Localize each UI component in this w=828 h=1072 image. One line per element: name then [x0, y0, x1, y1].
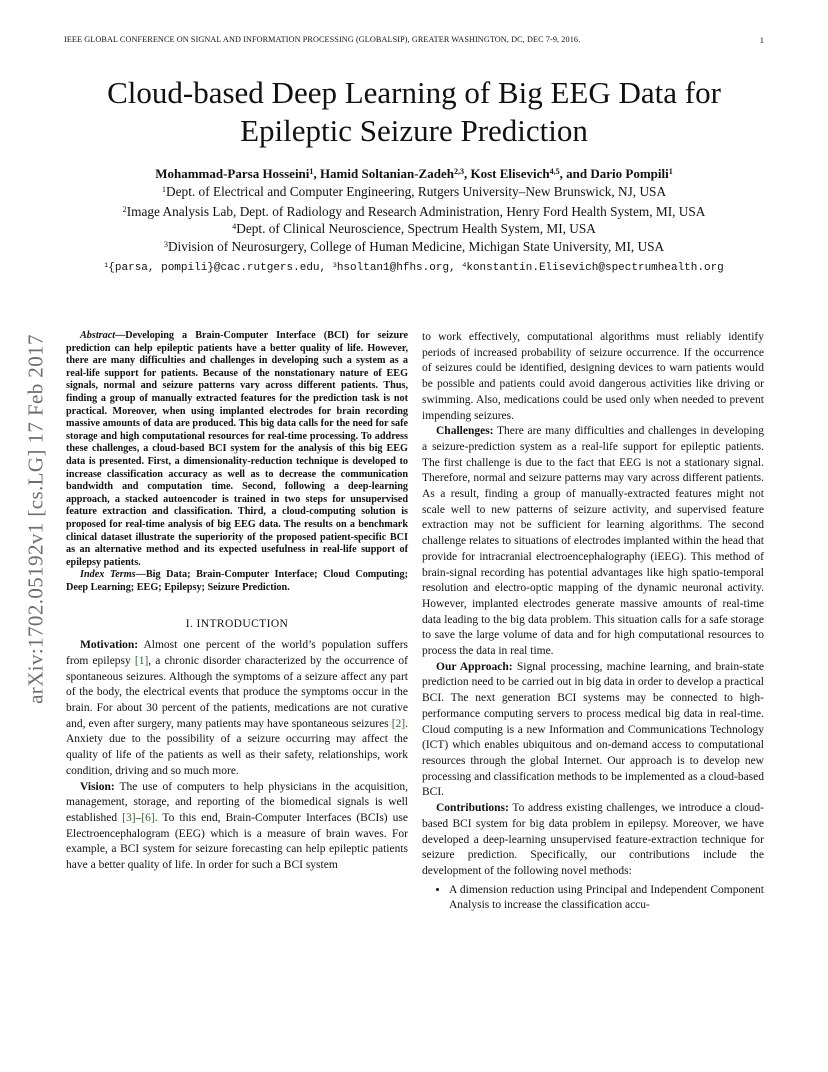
affiliation-sup: 3 — [163, 239, 168, 249]
author-list — [64, 166, 764, 182]
affiliation-text: Dept. of Clinical Neuroscience, Spectrum Health System, MI, USA — [236, 221, 596, 236]
affiliation — [64, 184, 764, 200]
index-terms — [66, 569, 408, 594]
affiliation-text: Dept. of Electrical and Computer Engineering, Rutgers University–New Brunswick, NJ, USA — [166, 184, 667, 199]
paragraph-text: . To this end, Brain-Computer Interfaces (BCIs) use Electroencephalogram (EEG) which is a measure of brain waves. For example, a BCI system for seizure forecasting can help epileptic patients have a better quality of life. In order for such a BCI system — [66, 811, 408, 872]
author-sep: , and — [559, 166, 591, 181]
approach-paragraph — [422, 660, 764, 801]
contributions-paragraph — [422, 801, 764, 880]
title-line-1: Cloud-based Deep Learning of Big EEG Data for — [107, 75, 721, 110]
vision-label: Vision: — [80, 780, 115, 793]
paragraph-text: Signal processing, machine learning, and brain-state prediction need to be carried out in big data in order to develop a practical BCI. The next generation BCI systems may be connected to high-performance computing servers to process medical big data in real-time. Cloud computing is a new Information and Communications Technology (ICT) which enables ubiquitous and on-demand access to computational resources through the global Internet. Our approach is to develop new processing and classification methods to be implemented as a cloud-based BCI. — [422, 660, 764, 799]
left-column — [66, 330, 408, 874]
affiliation-sup: 2 — [122, 204, 127, 214]
contributions-label: Contributions: — [436, 802, 509, 815]
author-sup: 4,5 — [549, 166, 560, 176]
author-sup: 2,3 — [453, 166, 465, 176]
affiliation-sup: 1 — [161, 184, 167, 194]
paragraph-text: The use of computers to help physicians in the acquisition, management, storage, and reporting of the biomedical signals is well established — [66, 780, 408, 824]
vision-paragraph — [66, 780, 408, 874]
citation-link[interactable]: [3] — [122, 811, 136, 824]
paragraph-text: . Anxiety due to the possibility of a seizure occurring may affect the quality of life of the patients as well as their safety, relationships, work condition, driving and so much more. — [66, 717, 408, 777]
abstract — [66, 330, 408, 569]
author-sup: 1 — [309, 166, 314, 176]
conference-header: IEEE GLOBAL CONFERENCE ON SIGNAL AND INFORMATION PROCESSING (GLOBALSIP), GREATER WASHINGTON, DC, DEC 7-9, 2016. — [64, 35, 581, 44]
abstract-label: Abstract — [80, 330, 116, 341]
index-terms-text: —Big Data; Brain-Computer Interface; Cloud Computing; Deep Learning; EEG; Epilepsy; Seizure Prediction. — [66, 569, 408, 593]
challenges-paragraph — [422, 424, 764, 660]
affiliation-sup: 4 — [232, 221, 237, 231]
affiliation — [64, 204, 764, 220]
author-name: Hamid Soltanian-Zadeh — [319, 166, 454, 181]
citation-link[interactable]: [2] — [391, 717, 406, 730]
email-sup: 4 — [462, 261, 467, 270]
paragraph-text: There are many difficulties and challenges in developing a seizure-prediction system as a real-life support for epileptic patients. The first challenge is due to the fact that EEG is not a stationary signal. Therefore, normal and seizure patterns may vary across different patients. As a result, finding a group of manually-extracted features might not scale well to new patterns of seizure activity, and supervised feature extraction may not be sufficient for learning algorithms. The second challenge relates to situations of electrodes implanted within the head that provide for intracranial electroencephalography (iEEG). This method of brain-signal recording has potential advantages like high spatio-temporal resolution and electro-optic mapping of the dynamic neuronal activity. However, implanted electrodes generate massive amounts of real-time data leading to the big data problem. This situation calls for a safe storage to save the large volume of data and for high computational resources to process the data in real time. — [422, 425, 764, 658]
email-text: konstantin.Elisevich@spectrumhealth.org — [466, 262, 724, 274]
author-sep: , — [313, 166, 320, 181]
paper-title — [64, 74, 764, 150]
section-heading: I. INTRODUCTION — [185, 618, 289, 631]
paragraph-text: Almost one percent of the world’s population suffers from epilepsy — [66, 639, 408, 667]
author-name: Dario Pompili — [590, 166, 669, 181]
list-item: • A dimension reduction using Principal and Independent Component Analysis to increase the classification accu- — [449, 883, 764, 914]
page-number: 1 — [759, 35, 764, 45]
citation-link[interactable]: [6] — [141, 811, 155, 824]
email-text: {parsa, pompili}@cac.rutgers.edu, — [108, 262, 333, 274]
contribution-list — [422, 883, 764, 914]
title-line-2: Epileptic Seizure Prediction — [240, 113, 588, 148]
abstract-text: —Developing a Brain-Computer Interface (BCI) for seizure prediction can help epileptic patients have a better quality of life. However, there are many difficulties and challenges in developing such a system as a real-life support for patients. Because of the nonstationary nature of EEG signals, normal and seizure patterns vary across different patients. Thus, finding a group of manually extracted features for the prediction task is not practical. Moreover, when using implanted electrodes for brain recording massive amounts of data are produced. This big data calls for the need for safe storage and high computational resources for real-time processing. To address these challenges, a cloud-based BCI system for the analysis of this big EEG data is presented. First, a dimensionality-reduction technique is developed to increase classification accuracy as well as to decrease the communication bandwidth and computation time. Second, following a deep-learning approach, a stacked autoencoder is trained in two steps for unsupervised feature extraction and classification. Third, a cloud-computing solution is proposed for real-time analysis of big EEG data. The results on a benchmark clinical dataset illustrate the superiority of the proposed patient-specific BCI as an alternative method and its expected usefulness in real-life support of epilepsy patients. — [66, 330, 408, 568]
index-terms-label: Index Terms — [80, 569, 136, 581]
email-sup: 3 — [332, 261, 337, 270]
affiliation-text: Division of Neurosurgery, College of Human Medicine, Michigan State University, MI, USA — [167, 239, 665, 254]
arxiv-stamp-text: arXiv:1702.05192v1 [cs.LG] 17 Feb 2017 — [23, 334, 48, 704]
author-sep: , — [464, 166, 471, 181]
author-sup: 1 — [668, 166, 673, 176]
author-name: Kost Elisevich — [470, 166, 550, 181]
citation-dash: – — [135, 811, 142, 824]
affiliation — [64, 221, 764, 237]
affiliation — [64, 239, 764, 255]
challenges-label: Challenges: — [436, 425, 494, 438]
email-sup: 1 — [104, 261, 109, 270]
motivation-paragraph — [66, 638, 408, 779]
paragraph-text: To address existing challenges, we introduce a cloud-based BCI system for big data problem in epilepsy. Moreover, we have developed a deep-learning unsupervised feature-extraction technique for seizure prediction. Specifically, our contributions include the development of the following novel methods: — [422, 802, 764, 877]
citation-link[interactable]: [1] — [134, 654, 149, 667]
right-column — [422, 330, 764, 914]
email-text: hsoltan1@hfhs.org, — [336, 262, 463, 274]
arxiv-stamp — [22, 284, 50, 754]
continued-paragraph: to work effectively, computational algorithms must reliably identify periods of increased probability of seizure occurrence. If the occurrence of seizures could be identified, designing devices to warn patients would be possible and patients could avoid dangerous activities like driving or swimming. Also, medications could be used only when needed to prevent impending seizures. — [422, 331, 764, 422]
approach-label: Our Approach: — [436, 660, 513, 673]
affiliation-text: Image Analysis Lab, Dept. of Radiology and Research Administration, Henry Ford Health System, MI, USA — [126, 204, 706, 219]
paragraph-text: , a chronic disorder characterized by the occurrence of spontaneous seizures. Although the symptoms of a seizure affect any part of the body, the electrical events that produce the symptoms occur in the brain. For about 30 percent of the patients, medications are not curative and, even after surgery, many patients may have spontaneous seizures — [66, 654, 408, 730]
author-emails — [64, 262, 764, 274]
author-name: Mohammad-Parsa Hosseini — [155, 166, 310, 181]
motivation-label: Motivation: — [80, 639, 139, 652]
